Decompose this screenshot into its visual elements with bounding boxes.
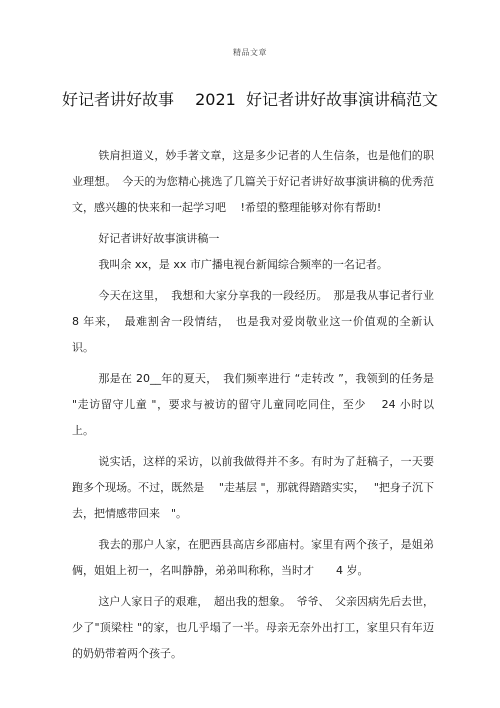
body-paragraph: 这户人家日子的艰难， 超出我的想象。 爷爷、 父亲因病先后去世，少了"顶梁柱 "的家，也几乎塌了一半。母亲无奈外出打工，家里只有年迈的奶奶带着两个孩子。 (72, 595, 434, 660)
body-paragraph: 我去的那户人家，在肥西县高店乡邵庙村。家里有两个孩子，是姐弟俩，姐姐上初一，名叫静静，弟弟叫称称，当时才 4 岁。 (72, 538, 434, 577)
body-paragraph: 我叫余 xx，是 xx 市广播电视台新闻综合频率的一名记者。 (98, 258, 388, 271)
document-body (72, 143, 434, 667)
body-paragraph: 那是在 20__年的夏天， 我们频率进行 “走转改 ”，我领到的任务是 "走访留守儿童 "，要求与被访的留守儿童同吃同住，至少 24 小时以上。 (72, 372, 434, 437)
intro-paragraph: 铁肩担道义，妙手著文章，这是多少记者的人生信条，也是他们的职业理想。 今天的为您精心挑选了几篇关于好记者讲好故事演讲稿的优秀范文，感兴趣的快来和一起学习吧 !希望的整理能够对你有帮助! (72, 149, 434, 214)
body-paragraph: 今天在这里， 我想和大家分享我的一段经历。 那是我从事记者行业 8 年来， 最难割舍一段情结， 也是我对爱岗敬业这一价值观的全新认识。 (72, 289, 434, 354)
section-heading: 好记者讲好故事演讲稿一 (98, 232, 220, 245)
body-paragraph: 说实话，这样的采访，以前我做得并不多。有时为了赶稿子，一天要跑多个现场。不过，既然是 "走基层 "，那就得踏踏实实， "把身子沉下去，把情感带回来 "。 (72, 455, 434, 520)
page-header-label: 精品文章 (233, 48, 267, 57)
document-title: 好记者讲好故事 2021 好记者讲好故事演讲稿范文 (62, 90, 438, 109)
